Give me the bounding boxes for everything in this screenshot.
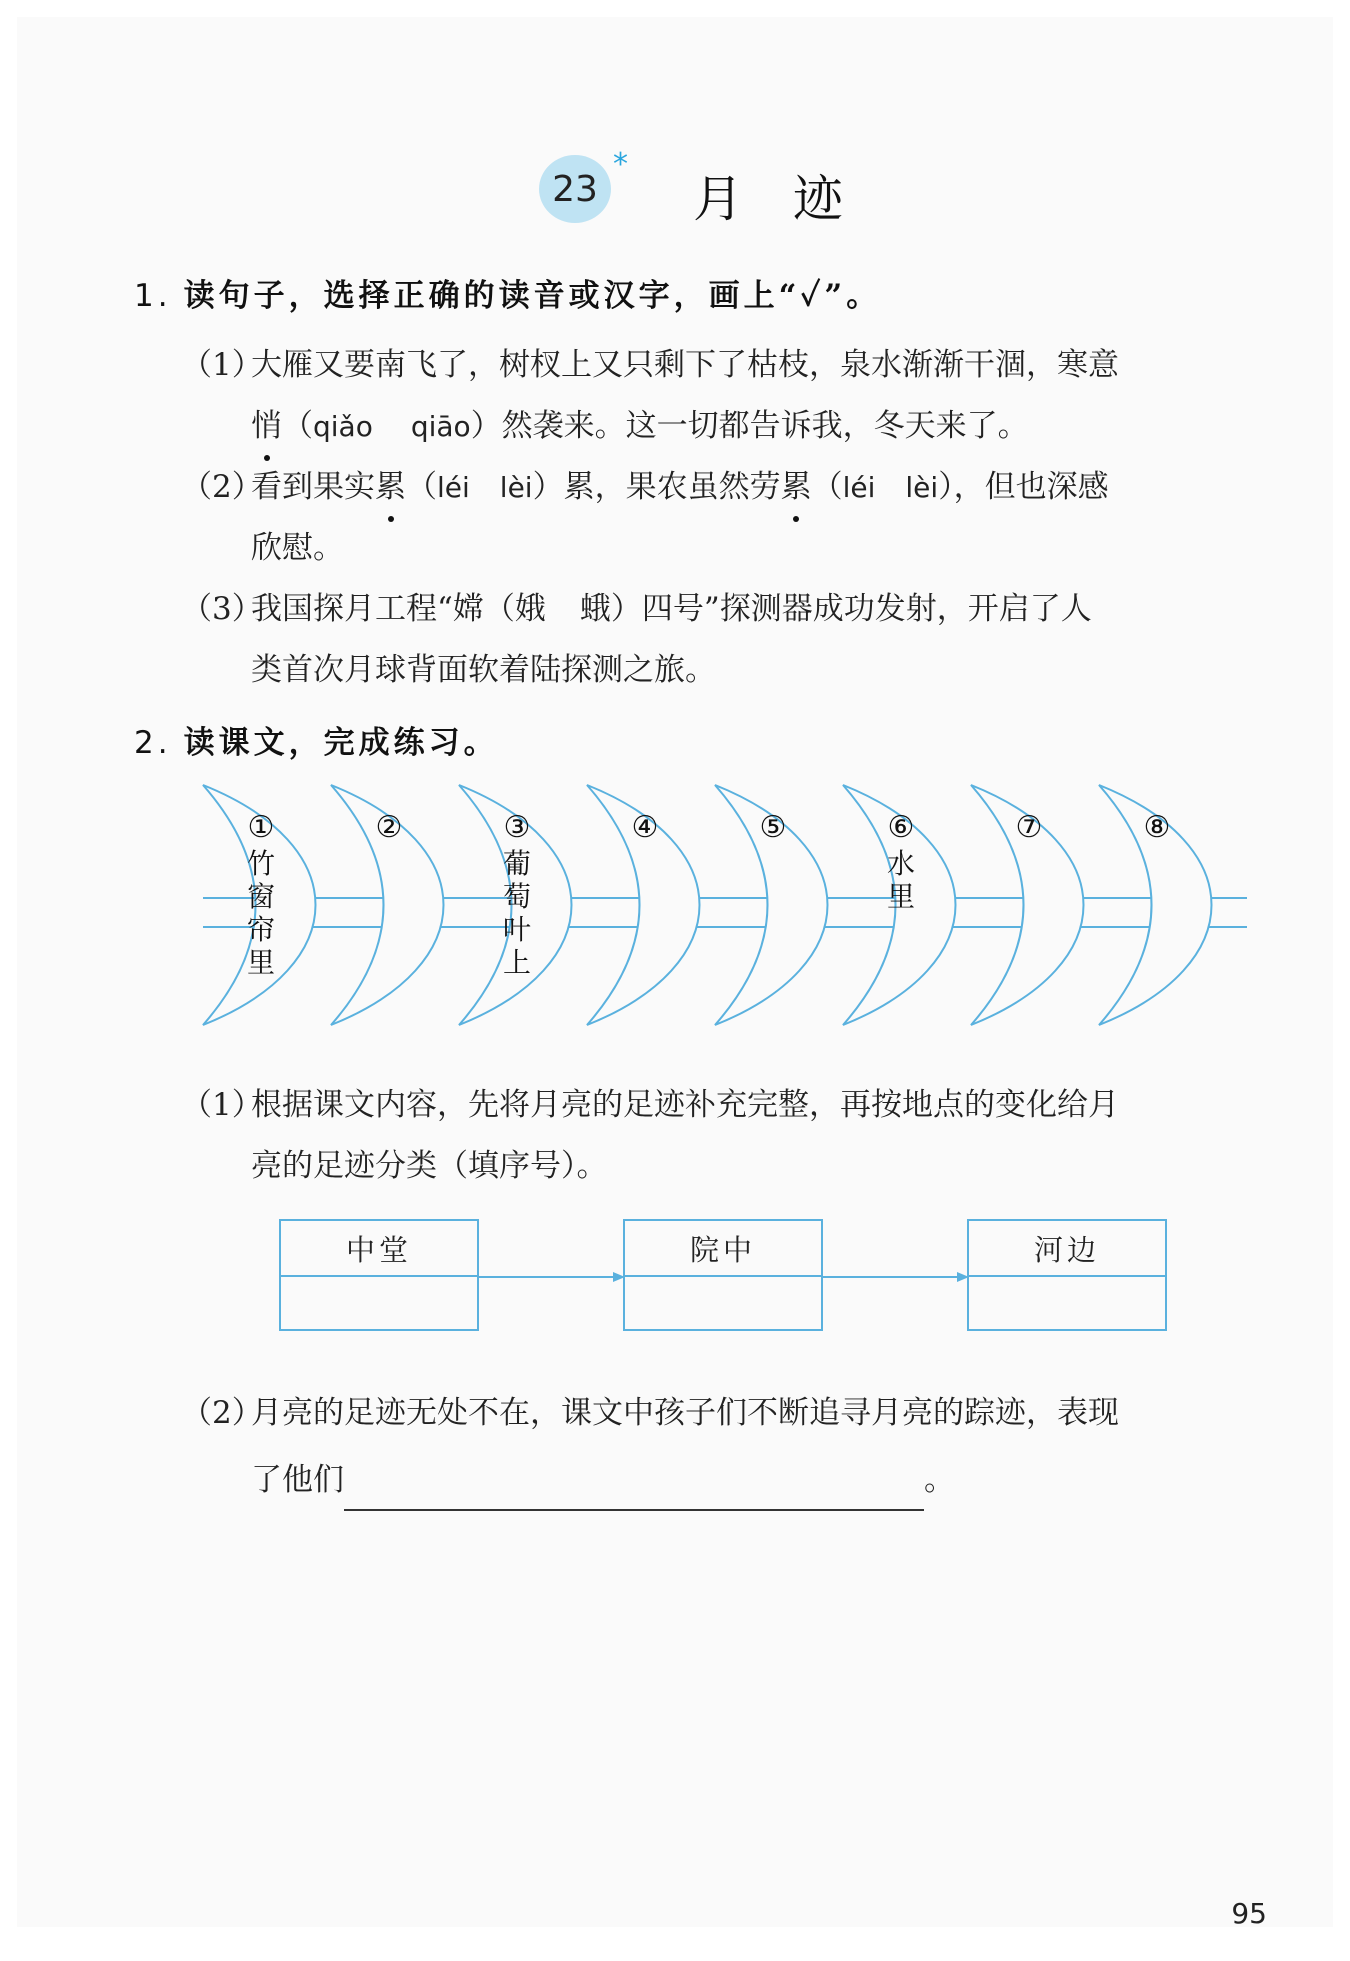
item-text: 类首次月球背面软着陆探测之旅。: [251, 652, 716, 688]
moon-2[interactable]: [331, 785, 444, 1025]
item-text: 大雁又要南飞了，树杈上又只剩下了枯枝，泉水渐渐干涸，寒意: [251, 347, 1119, 383]
star-icon: *: [613, 147, 628, 182]
question-title: 读课文，完成练习。: [183, 725, 499, 761]
flow-box-hebian: [967, 1219, 1167, 1331]
option-e-chong[interactable]: 蛾: [579, 591, 611, 627]
flow-box-label: 河边: [969, 1221, 1165, 1277]
moon-footprints-diagram: [187, 775, 1247, 1035]
moon-1: [203, 785, 316, 1025]
option-lei4-a[interactable]: lèi: [499, 471, 533, 504]
emphasized-char: 累: [375, 457, 406, 518]
item-text: 欣慰。: [251, 530, 344, 566]
answer-slot[interactable]: [969, 1277, 1165, 1331]
answer-blank[interactable]: [344, 1469, 924, 1511]
moon-number: ⑦: [1015, 810, 1043, 845]
option-lei2-b[interactable]: léi: [842, 471, 876, 504]
moon-location-char: 窗: [246, 880, 276, 913]
arrow-right-icon: [823, 1271, 969, 1283]
moon-location-char: 水: [886, 847, 916, 880]
page-number: 95: [1231, 1897, 1267, 1930]
arrow-right-icon: [479, 1271, 625, 1283]
moon-number: ⑧: [1143, 810, 1171, 845]
question-2-sub-2: （2）月亮的足迹无处不在，课文中孩子们不断追寻月亮的踪迹，表现 了他们 。: [181, 1383, 1251, 1511]
question-1-item-2: （2）看到果实累（léi lèi）累，果农虽然劳累（léi lèi），但也深感 欣慰。: [181, 457, 1251, 579]
moon-8[interactable]: [1099, 785, 1212, 1025]
lesson-title: 月迹: [693, 170, 893, 228]
moon-location-char: 萄: [502, 880, 532, 913]
question-1-item-1: （1）大雁又要南飞了，树杈上又只剩下了枯枝，泉水渐渐干涸，寒意 悄（qiǎo qiāo）然袭来。这一切都告诉我，冬天来了。: [181, 335, 1251, 457]
item-number: （2）: [181, 1395, 263, 1431]
emphasized-char: 累: [781, 457, 812, 518]
moon-number: ②: [375, 810, 403, 845]
option-qiao3[interactable]: qiǎo: [313, 410, 373, 443]
location-flow: [257, 1219, 1177, 1339]
moon-5[interactable]: [715, 785, 828, 1025]
answer-slot[interactable]: [625, 1277, 821, 1331]
moon-location-char: 里: [246, 946, 276, 979]
question-1-item-3: （3）我国探月工程“嫦（娥 蛾）四号”探测器成功发射，开启了人 类首次月球背面软着陆探测之旅。: [181, 579, 1251, 701]
moon-number: ⑥: [887, 810, 915, 845]
option-qiao1[interactable]: qiāo: [410, 410, 471, 443]
flow-box-label: 中堂: [281, 1221, 477, 1277]
question-title: 读句子，选择正确的读音或汉字，画上“✓”。: [183, 278, 882, 314]
item-number: （2）: [181, 469, 263, 505]
moon-number: ③: [503, 810, 531, 845]
workbook-page: [17, 17, 1333, 1930]
flow-box-yuanzhong: [623, 1219, 823, 1331]
item-number: （1）: [181, 1087, 263, 1123]
flow-box-label: 院中: [625, 1221, 821, 1277]
moon-location-char: 叶: [502, 913, 532, 946]
moon-location-char: 竹: [246, 847, 276, 880]
answer-slot[interactable]: [281, 1277, 477, 1331]
moon-6: [843, 785, 956, 1025]
moon-7[interactable]: [971, 785, 1084, 1025]
item-number: （3）: [181, 591, 263, 627]
lesson-number-badge: 23: [539, 155, 611, 223]
question-2-heading: [134, 717, 499, 762]
moon-location-char: 帘: [246, 913, 276, 946]
emphasized-char: 悄: [251, 396, 282, 457]
moon-location-char: 里: [886, 880, 916, 913]
item-number: （1）: [181, 347, 263, 383]
flow-box-zhongtang: [279, 1219, 479, 1331]
question-1-heading: [134, 270, 881, 315]
question-number: 1.: [134, 278, 172, 314]
option-e-nv[interactable]: 娥: [514, 591, 546, 627]
option-lei2-a[interactable]: léi: [437, 471, 470, 504]
moon-number: ④: [631, 810, 659, 845]
moon-number: ①: [247, 810, 275, 845]
moon-location-char: 上: [502, 946, 532, 979]
question-number: 2.: [134, 725, 172, 761]
moon-4[interactable]: [587, 785, 700, 1025]
moon-number: ⑤: [759, 810, 787, 845]
question-2-sub-1: （1）根据课文内容，先将月亮的足迹补充完整，再按地点的变化给月 亮的足迹分类（填序号）。: [181, 1075, 1251, 1197]
moon-3: [459, 785, 572, 1025]
moon-location-char: 葡: [502, 847, 532, 880]
option-lei4-b[interactable]: lèi: [905, 471, 939, 504]
